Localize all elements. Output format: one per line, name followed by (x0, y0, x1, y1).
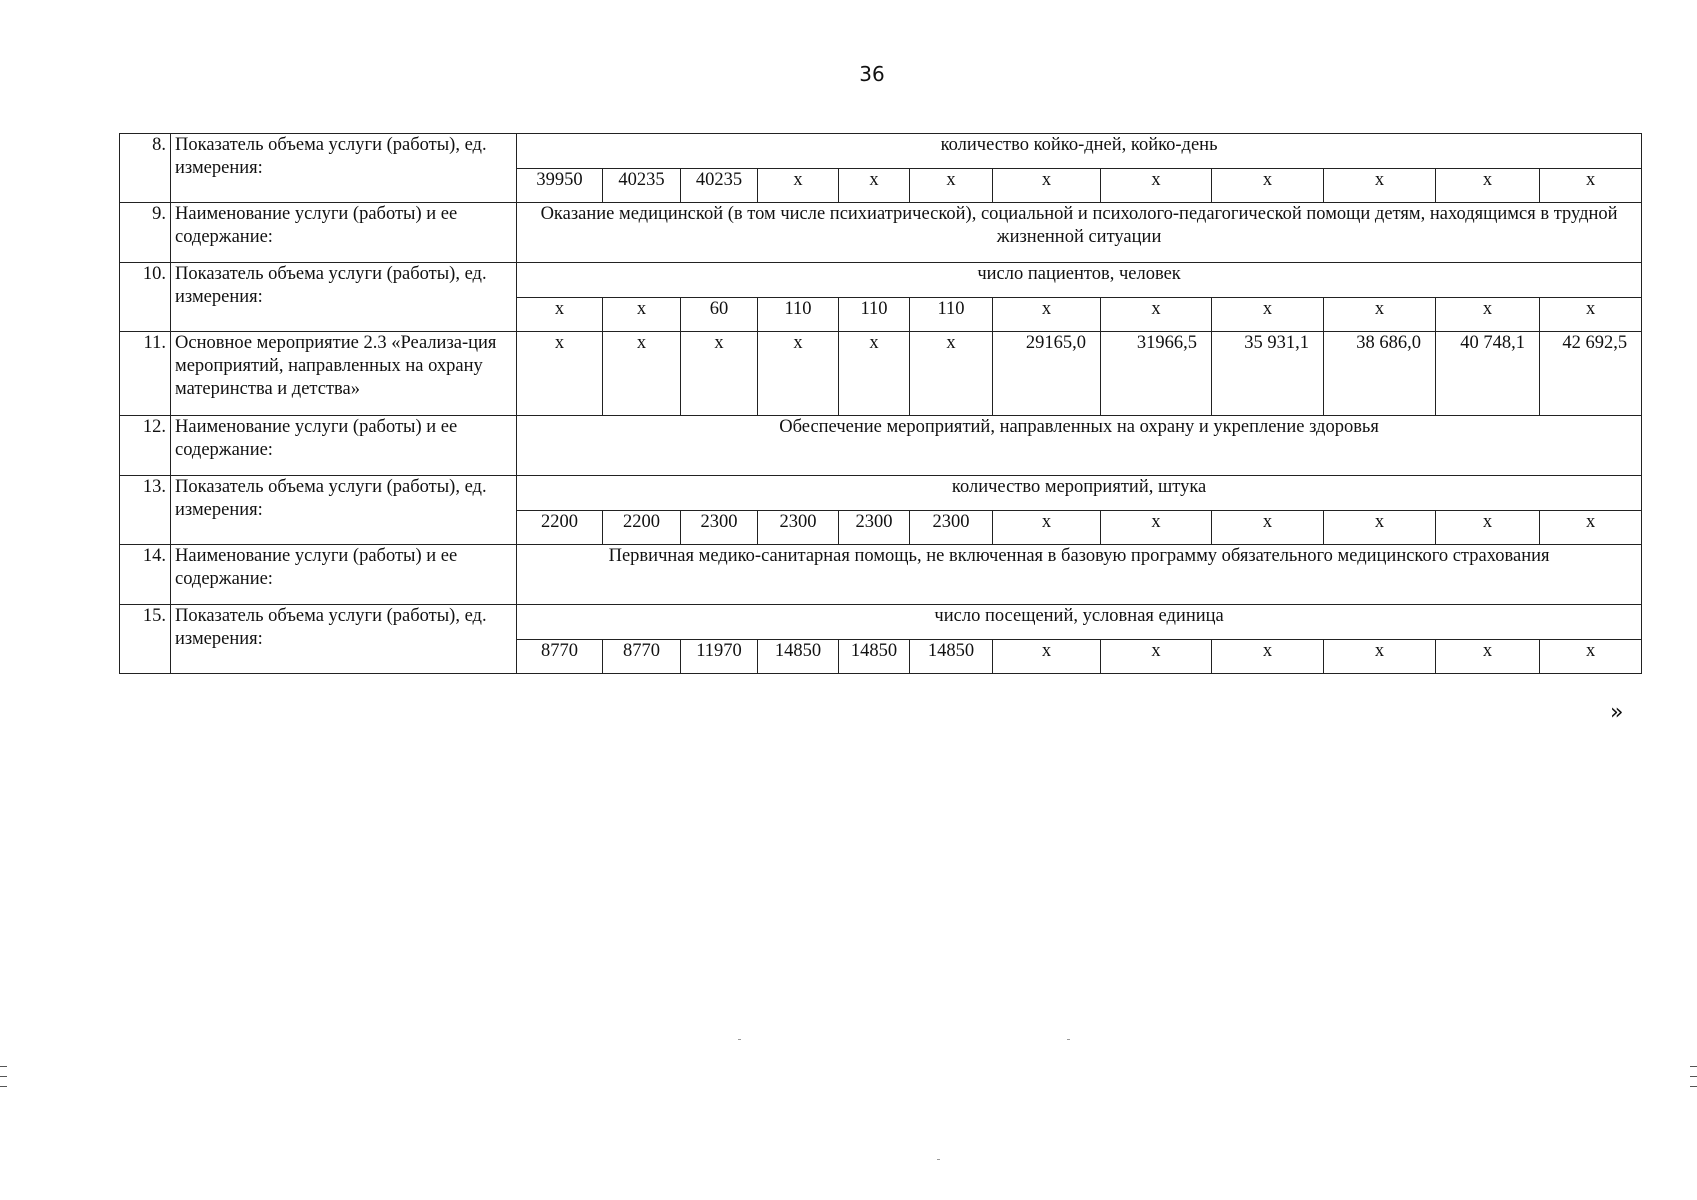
row-label: Основное мероприятие 2.3 «Реализа-ция мероприятий, направленных на охрану материнства и детства» (171, 332, 517, 416)
value-cell: x (1101, 511, 1212, 545)
value-cell: x (910, 332, 993, 416)
row-label: Показатель объема услуги (работы), ед. измерения: (171, 476, 517, 545)
value-cell: 29165,0 (993, 332, 1101, 416)
row-number: 13. (120, 476, 171, 545)
value-cell: x (839, 169, 910, 203)
value-cell: 38 686,0 (1324, 332, 1436, 416)
value-cell: 40235 (681, 169, 758, 203)
value-cell: x (1436, 640, 1540, 674)
margin-tick (1690, 1076, 1697, 1077)
value-cell: x (1324, 169, 1436, 203)
unit-caption: количество койко-дней, койко-день (517, 134, 1642, 169)
value-cell: x (1212, 640, 1324, 674)
value-cell: 39950 (517, 169, 603, 203)
value-cell: x (1436, 511, 1540, 545)
value-cell: 14850 (910, 640, 993, 674)
row-label: Показатель объема услуги (работы), ед. измерения: (171, 263, 517, 332)
value-cell: x (603, 298, 681, 332)
value-cell: 110 (839, 298, 910, 332)
value-cell: 2200 (603, 511, 681, 545)
unit-caption: число пациентов, человек (517, 263, 1642, 298)
value-cell: 60 (681, 298, 758, 332)
value-cell: 2300 (910, 511, 993, 545)
page-number: 36 (859, 62, 885, 86)
value-cell: x (993, 511, 1101, 545)
row-label: Наименование услуги (работы) и ее содержание: (171, 545, 517, 605)
unit-caption: количество мероприятий, штука (517, 476, 1642, 511)
value-cell: 11970 (681, 640, 758, 674)
value-cell: x (839, 332, 910, 416)
service-description: Обеспечение мероприятий, направленных на охрану и укрепление здоровья (517, 416, 1642, 476)
margin-tick (1690, 1066, 1697, 1067)
value-cell: x (758, 169, 839, 203)
margin-tick (0, 1066, 7, 1067)
value-cell: 40235 (603, 169, 681, 203)
table-row (120, 332, 1642, 416)
table-row (120, 545, 1642, 605)
value-cell: 8770 (517, 640, 603, 674)
value-cell: x (1540, 511, 1642, 545)
value-cell: x (1436, 298, 1540, 332)
value-cell: 110 (910, 298, 993, 332)
margin-tick (1690, 1086, 1697, 1087)
value-cell: 42 692,5 (1540, 332, 1642, 416)
value-cell: x (993, 169, 1101, 203)
scan-speck (937, 1159, 940, 1160)
row-number: 10. (120, 263, 171, 332)
value-cell: x (1540, 169, 1642, 203)
row-number: 8. (120, 134, 171, 203)
row-number: 11. (120, 332, 171, 416)
value-cell: x (1101, 640, 1212, 674)
value-cell: x (1436, 169, 1540, 203)
row-label: Показатель объема услуги (работы), ед. измерения: (171, 134, 517, 203)
value-cell: x (1101, 298, 1212, 332)
table-row (120, 476, 1642, 511)
row-label: Наименование услуги (работы) и ее содержание: (171, 203, 517, 263)
value-cell: x (517, 298, 603, 332)
table-row (120, 134, 1642, 169)
value-cell: x (1324, 640, 1436, 674)
value-cell: x (517, 332, 603, 416)
unit-caption: число посещений, условная единица (517, 605, 1642, 640)
service-description: Первичная медико-санитарная помощь, не включенная в базовую программу обязательного медицинского страхования (517, 545, 1642, 605)
value-cell: x (1540, 640, 1642, 674)
value-cell: 2300 (758, 511, 839, 545)
value-cell: 2300 (839, 511, 910, 545)
scan-speck (738, 1039, 741, 1040)
value-cell: x (1212, 511, 1324, 545)
value-cell: x (681, 332, 758, 416)
value-cell: x (1324, 298, 1436, 332)
closing-quote: » (1610, 700, 1624, 725)
program-indicators-table (119, 133, 1642, 674)
margin-tick (0, 1086, 7, 1087)
value-cell: x (993, 640, 1101, 674)
value-cell: x (910, 169, 993, 203)
value-cell: 14850 (758, 640, 839, 674)
table-row (120, 416, 1642, 476)
row-number: 9. (120, 203, 171, 263)
row-number: 15. (120, 605, 171, 674)
value-cell: x (1540, 298, 1642, 332)
margin-tick (0, 1076, 7, 1077)
table-row (120, 605, 1642, 640)
value-cell: x (758, 332, 839, 416)
table-row (120, 263, 1642, 298)
value-cell: x (1212, 298, 1324, 332)
value-cell: 110 (758, 298, 839, 332)
value-cell: 35 931,1 (1212, 332, 1324, 416)
value-cell: 2300 (681, 511, 758, 545)
value-cell: 40 748,1 (1436, 332, 1540, 416)
value-cell: x (1324, 511, 1436, 545)
value-cell: x (1101, 169, 1212, 203)
row-number: 14. (120, 545, 171, 605)
row-label: Показатель объема услуги (работы), ед. измерения: (171, 605, 517, 674)
scan-speck (1067, 1039, 1070, 1040)
value-cell: 14850 (839, 640, 910, 674)
value-cell: 31966,5 (1101, 332, 1212, 416)
value-cell: x (1212, 169, 1324, 203)
value-cell: x (603, 332, 681, 416)
service-description: Оказание медицинской (в том числе психиатрической), социальной и психолого-педагогической помощи детям, находящимся в трудной жизненной ситуации (517, 203, 1642, 263)
table-row (120, 203, 1642, 263)
row-label: Наименование услуги (работы) и ее содержание: (171, 416, 517, 476)
value-cell: 8770 (603, 640, 681, 674)
row-number: 12. (120, 416, 171, 476)
value-cell: 2200 (517, 511, 603, 545)
value-cell: x (993, 298, 1101, 332)
